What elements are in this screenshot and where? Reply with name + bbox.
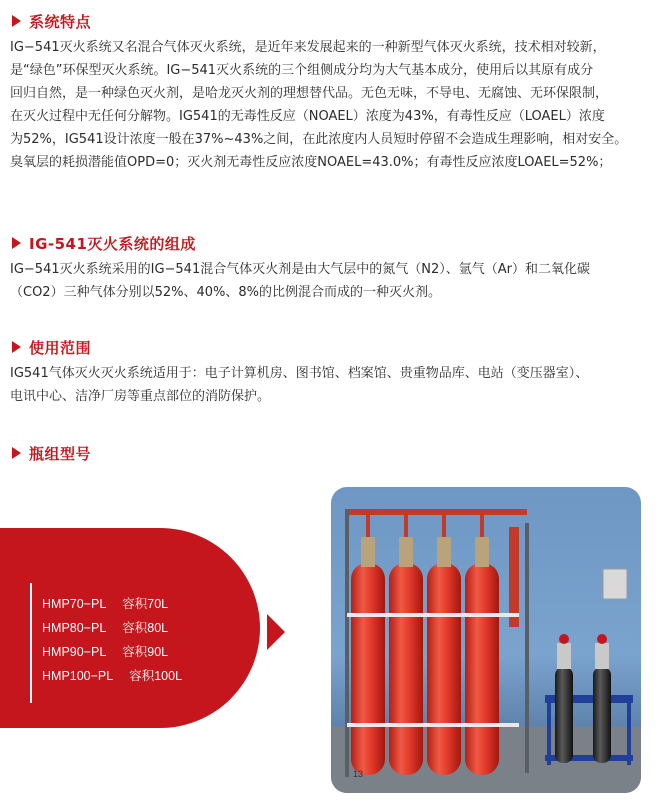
- paragraph-line: IG−541灭火系统又名混合气体灭火系统，是近年来发展起来的一种新型气体灭火系统，技术相对较新，: [10, 40, 606, 55]
- side-pipe: [509, 527, 519, 627]
- model-item: [42, 664, 182, 688]
- paragraph-line: 为52%，IG541设计浓度一般在37%~43%之间，在此浓度内人员短时停留不会造成生理影响，相对安全。: [10, 132, 628, 147]
- right-arrow-icon: [267, 614, 285, 650]
- cylinder: [465, 563, 499, 775]
- section-features: [10, 10, 649, 174]
- valve: [399, 537, 413, 567]
- valve: [475, 537, 489, 567]
- small-cylinder: [593, 667, 611, 763]
- paragraph-line: 回归自然，是一种绿色灭火剂，是哈龙灭火剂的理想替代品。无色无味，不导电、无腐蚀、无环保限制，: [10, 86, 609, 101]
- paragraph-line: 电讯中心、洁净厂房等重点部位的消防保护。: [10, 389, 271, 404]
- triangle-bullet-icon: [12, 447, 21, 459]
- section-composition: [10, 232, 649, 304]
- paragraph-line: 臭氧层的耗损潜能值OPD=0；灭火剂无毒性反应浓度NOAEL=43.0%；有毒性反应浓度LOAEL=52%；: [10, 155, 612, 170]
- cylinder: [351, 563, 385, 775]
- model-name: HMP100−PL: [42, 669, 114, 683]
- model-capacity: 容积80L: [122, 621, 169, 635]
- model-list: [42, 592, 182, 688]
- section-title: IG-541灭火系统的组成: [29, 234, 196, 253]
- model-capacity: 容积100L: [129, 669, 183, 683]
- manifold-pipe: [347, 509, 527, 515]
- small-cylinder: [555, 667, 573, 763]
- triangle-bullet-icon: [12, 341, 21, 353]
- section-title: 系统特点: [29, 12, 92, 31]
- cylinder: [389, 563, 423, 775]
- triangle-bullet-icon: [12, 15, 21, 27]
- wall-panel: [603, 569, 627, 599]
- section-header: [10, 336, 649, 358]
- actuator: [595, 643, 609, 669]
- frame-post: [525, 523, 529, 773]
- section-title: 瓶组型号: [29, 444, 92, 463]
- cylinder: [427, 563, 461, 775]
- model-name: HMP80−PL: [42, 621, 107, 635]
- model-name: HMP70−PL: [42, 597, 107, 611]
- product-photo: [331, 487, 641, 793]
- model-capacity: 容积70L: [122, 597, 169, 611]
- model-badge: [0, 528, 260, 728]
- cylinders: [347, 515, 519, 779]
- section-scope: [10, 336, 649, 408]
- section-title: 使用范围: [29, 338, 92, 357]
- actuator: [557, 643, 571, 669]
- frame-post: [345, 509, 349, 777]
- section-header: [10, 232, 649, 254]
- cylinder-number: 13: [353, 769, 364, 779]
- model-name: HMP90−PL: [42, 645, 107, 659]
- valve: [437, 537, 451, 567]
- paragraph-line: 在灭火过程中无任何分解物。IG541的无毒性反应（NOAEL）浓度为43%，有毒性反应（LOAEL）浓度: [10, 109, 605, 124]
- model-item: [42, 640, 182, 664]
- paragraph-line: IG−541灭火系统采用的IG−541混合气体灭火剂是由大气层中的氮气（N2）、氩气（Ar）和二氧化碳: [10, 262, 590, 277]
- section-header: [10, 442, 649, 464]
- paragraph-line: IG541气体灭火灭火系统适用于：电子计算机房、图书馆、档案馆、贵重物品库、电站（变压器室）、: [10, 366, 589, 381]
- strap: [347, 613, 519, 617]
- model-capacity: 容积90L: [122, 645, 169, 659]
- triangle-bullet-icon: [12, 237, 21, 249]
- strap: [347, 723, 519, 727]
- valve: [361, 537, 375, 567]
- paragraph-line: （CO2）三种气体分别以52%、40%、8%的比例混合而成的一种灭火剂。: [10, 285, 441, 300]
- model-item: [42, 592, 182, 616]
- section-header: [10, 10, 649, 32]
- paragraph-line: 是“绿色”环保型灭火系统。IG−541灭火系统的三个组侧成分均为大气基本成分，使用后以其原有成分: [10, 63, 594, 78]
- cylinder-system-illustration: [331, 487, 641, 793]
- section-models: [10, 442, 649, 464]
- model-item: [42, 616, 182, 640]
